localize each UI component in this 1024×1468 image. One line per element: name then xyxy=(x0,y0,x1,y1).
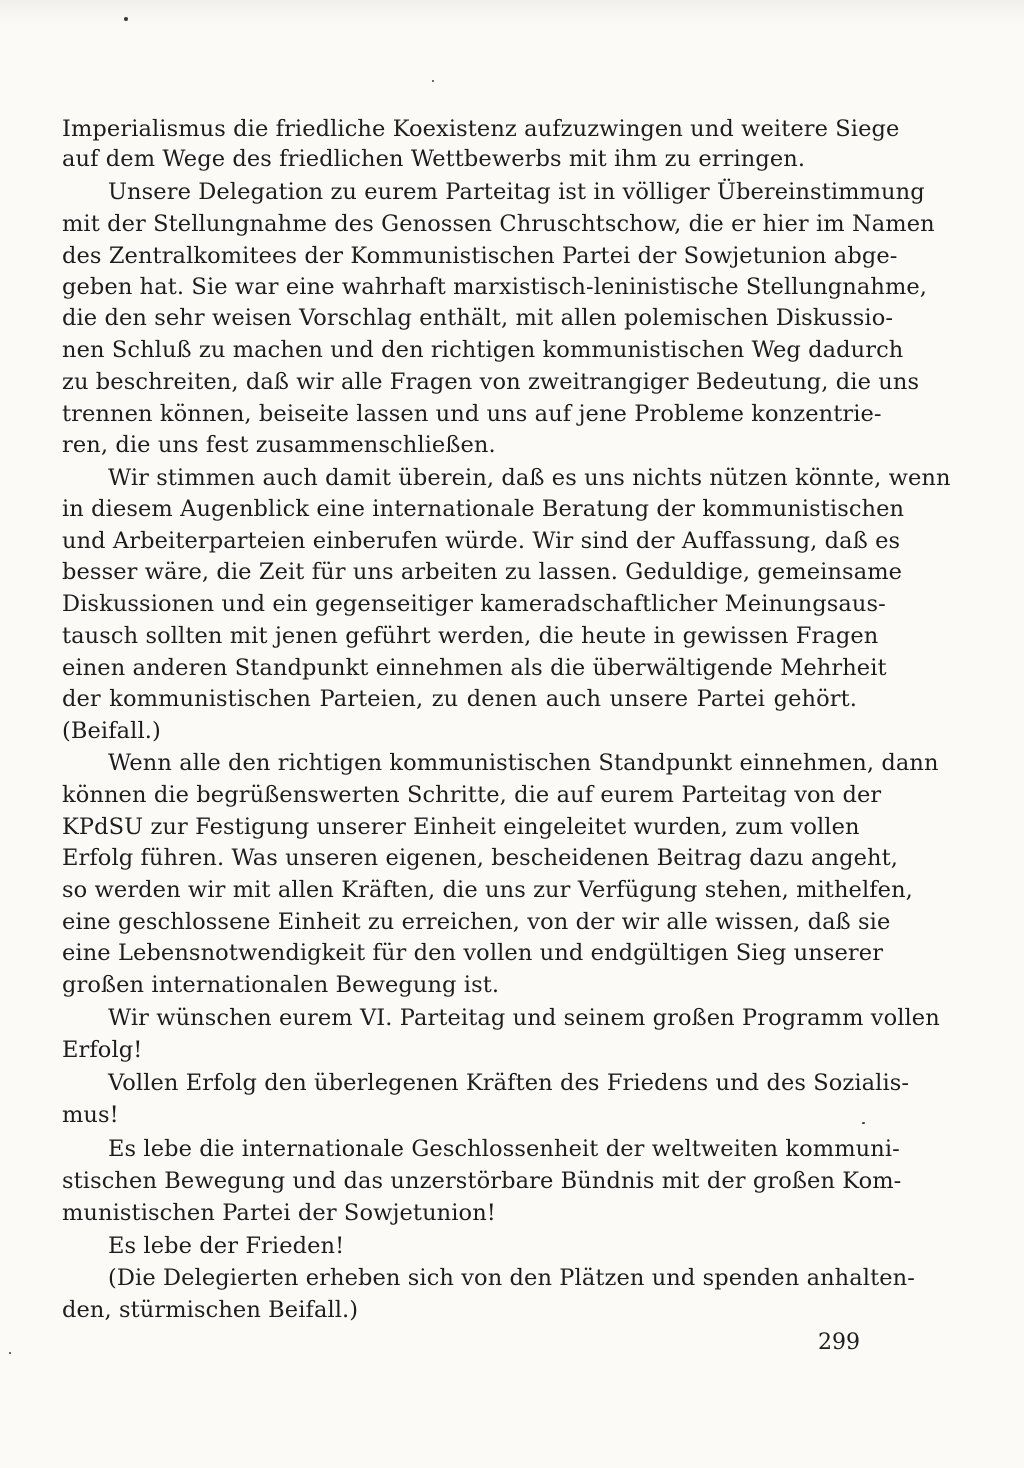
text-line: Unsere Delegation zu eurem Parteitag ist in völliger Übereinstimmung xyxy=(108,179,925,205)
text-line: Wenn alle den richtigen kommunistischen Standpunkt einnehmen, dann xyxy=(108,750,939,776)
scan-speck xyxy=(124,17,128,21)
text-line: ren, die uns fest zusammenschließen. xyxy=(62,432,496,458)
text-line: Erfolg! xyxy=(62,1037,143,1063)
scan-speck xyxy=(862,1122,865,1124)
scan-speck xyxy=(432,80,434,82)
text-line: nen Schluß zu machen und den richtigen kommunistischen Weg dadurch xyxy=(62,337,904,363)
scan-speck xyxy=(9,1352,11,1354)
text-line: auf dem Wege des friedlichen Wettbewerbs mit ihm zu erringen. xyxy=(62,146,806,172)
text-line: eine geschlossene Einheit zu erreichen, von der wir alle wissen, daß sie xyxy=(62,909,891,935)
text-line: besser wäre, die Zeit für uns arbeiten zu lassen. Geduldige, gemeinsame xyxy=(62,559,903,585)
text-line: Vollen Erfolg den überlegenen Kräften des Friedens und des Sozialis- xyxy=(108,1070,910,1096)
text-line: stischen Bewegung und das unzerstörbare Bündnis mit der großen Kom- xyxy=(62,1168,902,1194)
text-line: den, stürmischen Beifall.) xyxy=(62,1297,359,1323)
text-line: trennen können, beiseite lassen und uns auf jene Probleme konzentrie- xyxy=(62,401,882,427)
text-line: munistischen Partei der Sowjetunion! xyxy=(62,1200,496,1226)
text-line: des Zentralkomitees der Kommunistischen Partei der Sowjetunion abge- xyxy=(62,243,898,269)
page-number: 299 xyxy=(818,1330,860,1355)
text-line: einen anderen Standpunkt einnehmen als die überwältigende Mehrheit xyxy=(62,655,887,681)
text-line: die den sehr weisen Vorschlag enthält, mit allen polemischen Diskussio- xyxy=(62,305,894,331)
text-line: Diskussionen und ein gegenseitiger kameradschaftlicher Meinungsaus- xyxy=(62,591,886,617)
text-line: Erfolg führen. Was unseren eigenen, bescheidenen Beitrag dazu angeht, xyxy=(62,845,899,871)
text-line: Wir wünschen eurem VI. Parteitag und seinem großen Programm vollen xyxy=(108,1005,940,1031)
text-line: geben hat. Sie war eine wahrhaft marxistisch-leninistische Stellungnahme, xyxy=(62,274,928,300)
text-line: großen internationalen Bewegung ist. xyxy=(62,972,500,998)
text-line: mit der Stellungnahme des Genossen Chruschtschow, die er hier im Namen xyxy=(62,211,935,237)
text-line: tausch sollten mit jenen geführt werden, die heute in gewissen Fragen xyxy=(62,623,879,649)
text-line: (Die Delegierten erheben sich von den Plätzen und spenden anhalten- xyxy=(108,1265,915,1291)
text-line: KPdSU zur Festigung unserer Einheit eingeleitet wurden, zum vollen xyxy=(62,814,860,840)
text-line: Es lebe der Frieden! xyxy=(108,1233,345,1259)
text-line: eine Lebensnotwendigkeit für den vollen und endgültigen Sieg unserer xyxy=(62,940,884,966)
text-line: können die begrüßenswerten Schritte, die auf eurem Parteitag von der xyxy=(62,782,882,808)
text-line: Imperialismus die friedliche Koexistenz aufzuzwingen und weitere Siege xyxy=(62,116,900,142)
text-line: der kommunistischen Parteien, zu denen auch unsere Partei gehört. xyxy=(62,686,857,712)
text-line: Wir stimmen auch damit überein, daß es uns nichts nützen könnte, wenn xyxy=(108,465,951,491)
text-line: Es lebe die internationale Geschlossenheit der weltweiten kommuni- xyxy=(108,1136,900,1162)
text-line: zu beschreiten, daß wir alle Fragen von zweitrangiger Bedeutung, die uns xyxy=(62,369,920,395)
scan-edge-shadow xyxy=(0,0,1024,26)
text-line: (Beifall.) xyxy=(62,718,161,744)
text-line: und Arbeiterparteien einberufen würde. Wir sind der Auffassung, daß es xyxy=(62,528,901,554)
text-line: mus! xyxy=(62,1102,119,1128)
text-line: so werden wir mit allen Kräften, die uns zur Verfügung stehen, mithelfen, xyxy=(62,877,913,903)
text-line: in diesem Augenblick eine internationale Beratung der kommunistischen xyxy=(62,496,905,522)
